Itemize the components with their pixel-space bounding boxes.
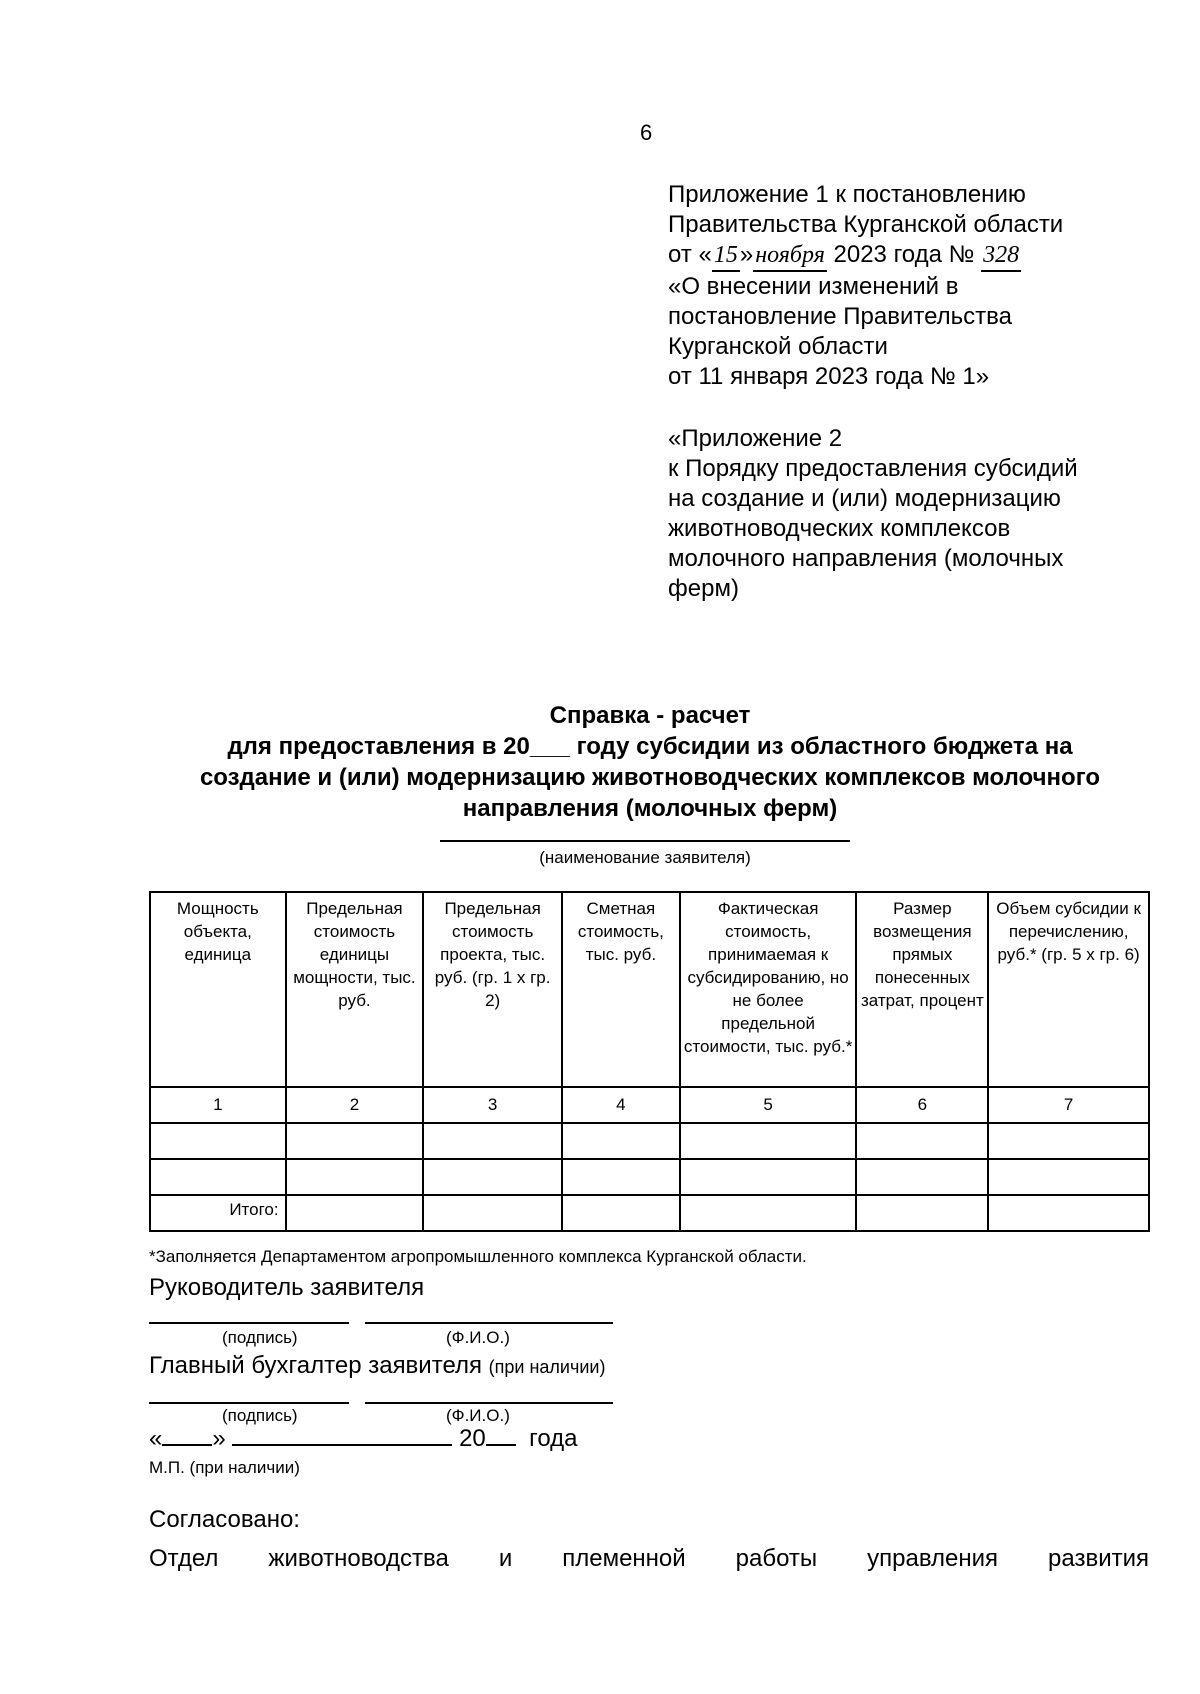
table-column-number-row [150,1087,1149,1123]
agreed-label: Согласовано: [149,1506,300,1533]
head-signature-caption: (подпись) [222,1328,298,1347]
accountant-title-text: Главный бухгалтер заявителя [149,1352,482,1379]
table-header-cell: Предельная стоимость единицы мощности, тыс. руб. [286,892,424,1087]
column-number: 5 [680,1087,857,1123]
table-row [150,1123,1149,1159]
table-cell [988,1159,1149,1195]
stamp-note: М.П. (при наличии) [149,1458,300,1477]
column-number: 6 [856,1087,988,1123]
footnote: *Заполняется Департаментом агропромышленного комплекса Курганской области. [149,1247,807,1266]
handwritten-month: ноября [753,240,827,272]
table-cell [680,1159,857,1195]
accountant-signature-line [149,1402,349,1404]
table-cell [286,1195,424,1231]
table-cell [680,1195,857,1231]
column-number: 7 [988,1087,1149,1123]
column-number: 4 [562,1087,680,1123]
appendix-1-line: Приложение 1 к постановлению [668,181,1026,208]
department-line [149,1545,1149,1573]
applicant-name-line [440,838,850,842]
date-year-suffix: года [529,1425,578,1452]
date-open-quote: « [149,1425,163,1452]
appendix-2-line: молочного направления (молочных [668,545,1064,572]
table-cell [856,1195,988,1231]
document-title [140,700,1160,824]
table-cell [286,1159,424,1195]
table-cell [423,1195,562,1231]
appendix-2-line: на создание и (или) модернизацию [668,485,1061,512]
appendix-2-line: «Приложение 2 [668,425,843,452]
table-total-row [150,1195,1149,1231]
table-cell [150,1123,286,1159]
head-name-caption: (Ф.И.О.) [446,1328,510,1347]
date-year-blank [486,1424,516,1446]
appendix-2-line: к Порядку предоставления субсидий [668,455,1078,482]
table-header-cell: Фактическая стоимость, принимаемая к субсидированию, но не более предельной стоимости, тыс. руб.* [680,892,857,1087]
appendix-1-line: Курганской области [668,333,888,360]
department-word: животноводства [268,1545,449,1572]
title-line: для предоставления в 20___ году субсидии из областного бюджета на [227,733,1073,760]
table-cell [562,1195,680,1231]
table-cell [856,1159,988,1195]
page-number: 6 [640,120,653,145]
accountant-title-note: (при наличии) [488,1357,606,1377]
title-line: создание и (или) модернизацию животноводческих комплексов молочного [199,764,1101,791]
appendix-1-line: постановление Правительства [668,303,1012,330]
table-cell [286,1123,424,1159]
appendix-1-line: от 11 января 2023 года № 1» [668,363,990,390]
date-close-quote: » [212,1425,226,1452]
table-cell [988,1123,1149,1159]
table-cell [856,1123,988,1159]
signature-date-row [149,1424,578,1453]
department-word: работы [735,1545,818,1572]
total-label: Итого: [150,1195,286,1231]
head-signature-title: Руководитель заявителя [149,1274,425,1301]
table-row [150,1159,1149,1195]
column-number: 1 [150,1087,286,1123]
accountant-name-caption: (Ф.И.О.) [446,1406,510,1425]
handwritten-day: 15 [712,240,740,272]
column-number: 2 [286,1087,424,1123]
department-word: и [498,1545,513,1572]
appendix-1-line: Правительства Курганской области [668,211,1064,238]
table-cell [680,1123,857,1159]
calculation-table [149,891,1150,1232]
appendix-2-heading [668,424,1138,604]
table-cell [423,1123,562,1159]
title-line: Справка - расчет [549,702,751,729]
handwritten-number: 328 [981,240,1021,272]
table-cell [988,1195,1149,1231]
table-cell [423,1159,562,1195]
appendix-1-line: «О внесении изменений в [668,273,959,300]
date-year: 2023 года № [833,241,975,268]
applicant-name-field [440,838,850,868]
appendix-2-line: ферм) [668,575,739,602]
accountant-signature-caption: (подпись) [222,1406,298,1425]
table-cell [562,1159,680,1195]
table-header-row [150,892,1149,1087]
table-header-cell: Размер возмещения прямых понесенных затрат, процент [856,892,988,1087]
appendix-1-date-line: от «15»ноября 2023 года № 328 [668,240,1138,272]
department-word: племенной [562,1545,686,1572]
appendix-2-line: животноводческих комплексов [668,515,1011,542]
head-signature-line [149,1322,349,1324]
date-prefix: от « [668,241,712,268]
table-header-cell: Мощность объекта, единица [150,892,286,1087]
table-cell [562,1123,680,1159]
department-word: Отдел [149,1545,219,1572]
title-line: направления (молочных ферм) [462,795,838,822]
applicant-name-caption: (наименование заявителя) [539,848,751,867]
accountant-name-line [365,1402,613,1404]
date-year-prefix: 20 [459,1425,486,1452]
department-word: управления [867,1545,999,1572]
head-name-line [365,1322,613,1324]
table-header-cell: Объем субсидии к перечислению, руб.* (гр. 5 х гр. 6) [988,892,1149,1087]
date-day-blank [162,1424,212,1446]
date-month-blank [232,1424,452,1446]
department-word: развития [1048,1545,1149,1572]
table-header-cell: Предельная стоимость проекта, тыс. руб. (гр. 1 х гр. 2) [423,892,562,1087]
appendix-1-heading [668,180,1138,392]
column-number: 3 [423,1087,562,1123]
table-header-cell: Сметная стоимость, тыс. руб. [562,892,680,1087]
table-cell [150,1159,286,1195]
accountant-signature-title [149,1352,605,1380]
